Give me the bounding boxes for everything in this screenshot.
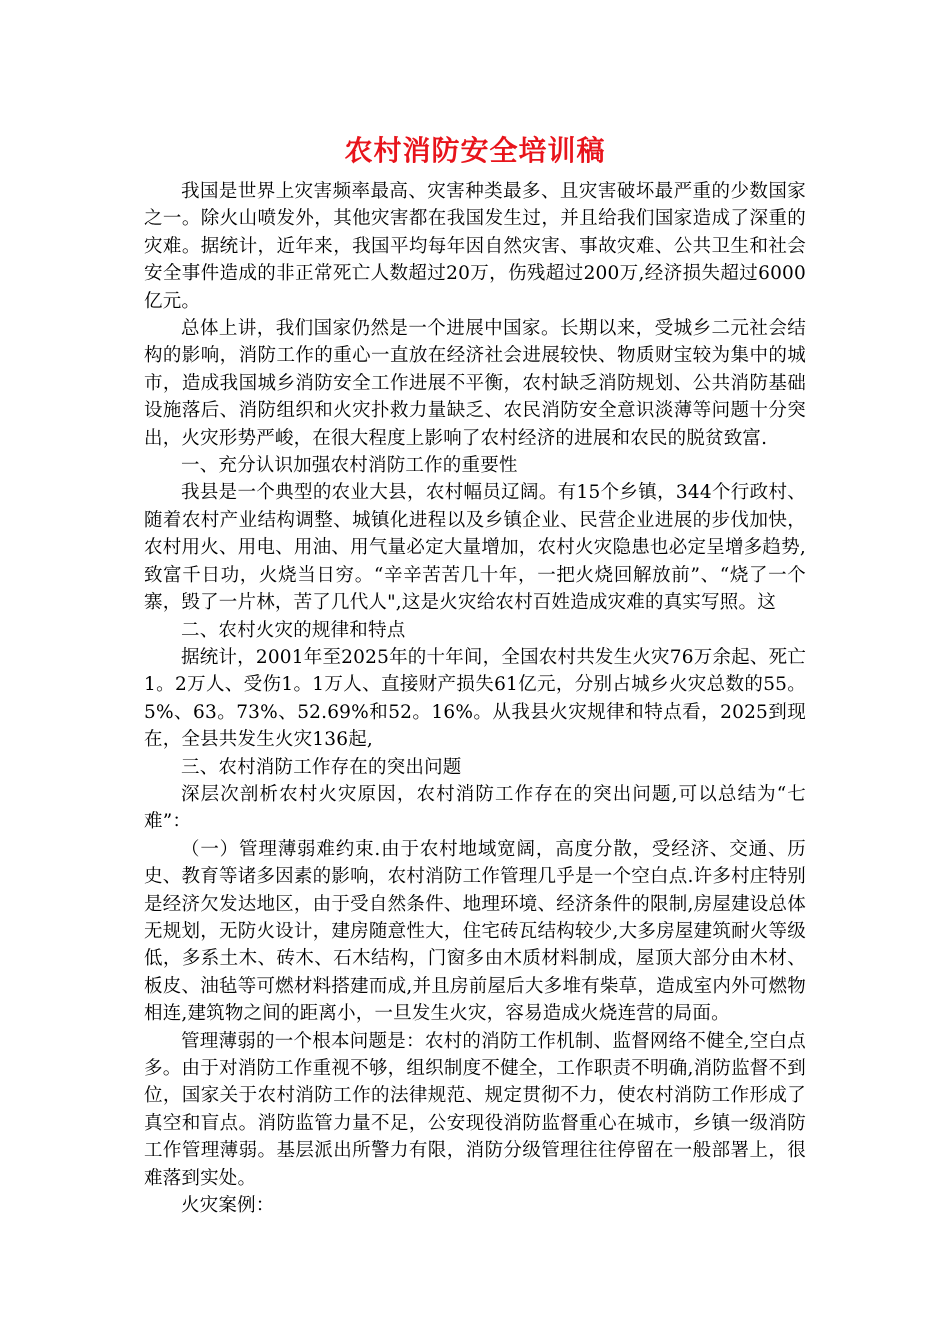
paragraph-fire-cases: 火灾案例： [181, 1195, 275, 1217]
document-title: 农村消防安全培训稿 [344, 134, 606, 167]
paragraph-management-problem: 管理薄弱的一个根本问题是：农村的消防工作机制、监督网络不健全,空白点多。由于对消防工作重视不够，组织制度不健全，工作职责不明确,消防监督不到位，国家关于农村消防工作的法律规范、规定贯彻不力，使农村消防工作形成了真空和盲点。消防监管力量不足，公安现役消防监督重心在城市，乡镇一级消防工作管理薄弱。基层派出所警力有限，消防分级管理往往停留在一般部署上，很难落到实处。 [144, 1030, 806, 1189]
paragraph-seven-difficulties: 深层次剖析农村火灾原因，农村消防工作存在的突出问题,可以总结为“七难”： [144, 783, 806, 833]
section-heading-1: 一、充分认识加强农村消防工作的重要性 [181, 455, 518, 477]
paragraph-county-situation: 我县是一个典型的农业大县，农村幅员辽阔。有15个乡镇，344个行政村、随着农村产业结构调整、城镇化进程以及乡镇企业、民营企业进展的步伐加快，农村用火、用电、用油、用气量必定大量增加，农村火灾隐患也必定呈增多趋势,致富千日功，火烧当日穷。“辛辛苦苦几十年，一把火烧回解放前”、“烧了一个寨，毁了一片林，苦了几代人",这是火灾给农村百姓造成灾难的真实写照。这 [144, 482, 806, 614]
paragraph-statistics: 据统计，2001年至2025年的十年间，全国农村共发生火灾76万余起、死亡1。2万人、受伤1。1万人、直接财产损失61亿元，分别占城乡火灾总数的55。5%、63。73%、52.69%和52。16%。从我县火灾规律和特点看，2025到现在，全县共发生火灾136起, [144, 646, 806, 751]
document-page [144, 130, 806, 1219]
paragraph-overview: 总体上讲，我们国家仍然是一个进展中国家。长期以来，受城乡二元社会结构的影响，消防工作的重心一直放在经济社会进展较快、物质财宝较为集中的城市，造成我国城乡消防安全工作进展不平衡，农村缺乏消防规划、公共消防基础设施落后、消防组织和火灾扑救力量缺乏、农民消防安全意识淡薄等问题十分突出，火灾形势严峻，在很大程度上影响了农村经济的进展和农民的脱贫致富. [144, 318, 806, 449]
paragraph-weak-management: （一）管理薄弱难约束.由于农村地域宽阔，高度分散，受经济、交通、历史、教育等诸多因素的影响，农村消防工作管理几乎是一个空白点.许多村庄特别是经济欠发达地区，由于受自然条件、地理环境、经济条件的限制,房屋建设总体无规划，无防火设计，建房随意性大，住宅砖瓦结构较少,大多房屋建筑耐火等级低，多系土木、砖木、石木结构，门窗多由木质材料制成，屋顶大部分由木材、板皮、油毡等可燃材料搭建而成,并且房前屋后大多堆有柴草，造成室内外可燃物相连,建筑物之间的距离小，一旦发生火灾，容易造成火烧连营的局面。 [144, 838, 806, 1025]
section-heading-3: 三、农村消防工作存在的突出问题 [181, 756, 462, 778]
paragraph-intro-disasters: 我国是世界上灾害频率最高、灾害种类最多、且灾害破坏最严重的少数国家之一。除火山喷发外，其他灾害都在我国发生过，并且给我们国家造成了深重的灾难。据统计，近年来，我国平均每年因自然灾害、事故灾难、公共卫生和社会安全事件造成的非正常死亡人数超过20万，伤残超过200万,经济损失超过6000亿元。 [144, 181, 806, 312]
section-heading-2: 二、农村火灾的规律和特点 [181, 619, 406, 641]
